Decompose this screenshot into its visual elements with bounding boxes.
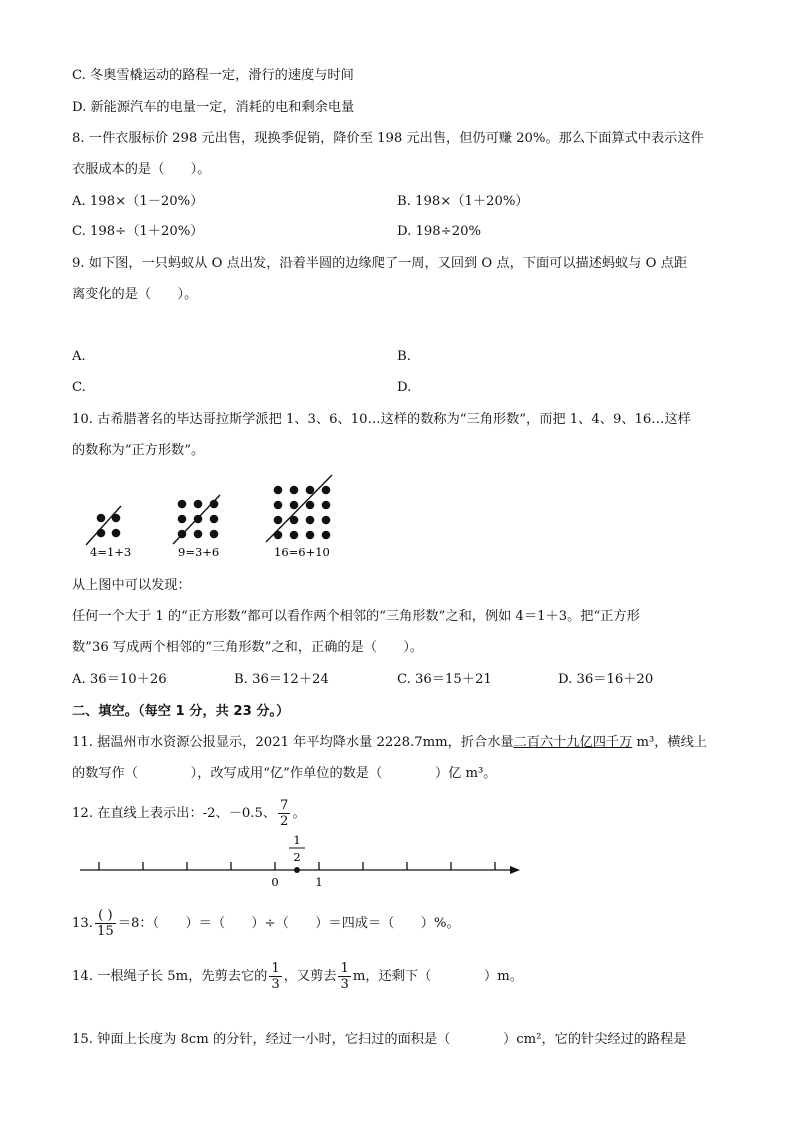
label-zero: 0 (271, 875, 279, 889)
half-fraction-denominator: 2 (293, 850, 301, 864)
option-d-previous: D. 新能源汽车的电量一定，消耗的电和剩余电量 (72, 100, 355, 115)
q10-text-line1: 10. 古希腊著名的毕达哥拉斯学派把 1、3、6、10…这样的数称为“三角形数”，而把 1、4、9、16…这样 (72, 412, 691, 427)
q14-fraction-2: $\frac{1}{3}$ (340, 961, 349, 992)
q14-text-pre: 14. 一根绳子长 5m，先剪去它的 (72, 969, 268, 984)
half-fraction-numerator: 1 (293, 833, 301, 847)
figure-label-2: 9=3+6 (178, 545, 220, 559)
figure-label-1: 4=1+3 (90, 545, 132, 559)
q9-option-c[interactable]: C. (72, 380, 86, 395)
q12-fraction: $\frac{7}{2}$ (280, 798, 289, 829)
square-numbers-figure (70, 470, 350, 565)
q14-text-mid: ，又剪去 (283, 969, 337, 984)
square-figure-16 (266, 475, 332, 542)
q14-text-post: m，还剩下（ ）m。 (352, 969, 523, 984)
q13-text-post: ＝8：（ ）＝（ ）÷（ ）＝四成＝（ ）%。 (117, 916, 460, 931)
option-c-previous: C. 冬奥雪橇运动的路程一定，滑行的速度与时间 (72, 68, 354, 83)
q8-option-b[interactable]: B. 198×（1＋20%） (397, 194, 529, 209)
q12-text-pre: 12. 在直线上表示出：-2、－0.5、 (72, 806, 277, 821)
q12-text-post: 。 (292, 806, 306, 821)
q10-option-c[interactable]: C. 36＝15＋21 (397, 672, 492, 687)
q8-option-a[interactable]: A. 198×（1－20%） (72, 194, 204, 209)
q8-option-c[interactable]: C. 198÷（1＋20%） (72, 224, 204, 239)
label-one: 1 (315, 875, 323, 889)
q10-text-line2: 的数称为“正方形数”。 (72, 443, 205, 458)
figure-label-3: 16=6+10 (274, 545, 330, 559)
number-line (70, 830, 530, 890)
square-figure-9 (173, 495, 220, 544)
q10-text-line3: 从上图中可以发现： (72, 578, 191, 593)
q8-text-line2: 衣服成本的是（ ）。 (72, 162, 211, 177)
q9-text-line1: 9. 如下图，一只蚂蚁从 O 点出发，沿着半圆的边缘爬了一周，又回到 O 点，下面可以描述蚂蚁与 O 点距 (72, 256, 688, 271)
q9-option-d[interactable]: D. (397, 380, 412, 395)
q13-text (72, 904, 460, 944)
q12-text (72, 794, 306, 834)
q13-label: 13. (72, 916, 93, 931)
q9-text-line2: 离变化的是（ ）。 (72, 287, 198, 302)
q10-text-line4: 任何一个大于 1 的“正方形数”都可以看作两个相邻的“三角形数”之和，例如 4＝1＋3。把“正方形 (72, 609, 640, 624)
square-figure-4 (86, 506, 121, 545)
q9-option-a[interactable]: A. (72, 349, 86, 364)
q11-underlined-number: 二百六十九亿四千万 (513, 735, 633, 750)
q10-option-b[interactable]: B. 36＝12＋24 (234, 672, 329, 687)
q10-option-d[interactable]: D. 36＝16＋20 (558, 672, 654, 687)
q11-text-pre: 11. 据温州市水资源公报显示，2021 年平均降水量 2228.7mm，折合水量 (72, 735, 514, 750)
section-2-heading: 二、填空。（每空 1 分，共 23 分。） (72, 704, 290, 719)
q14-fraction-1: $\frac{1}{3}$ (271, 961, 280, 992)
q11-text-line1 (72, 733, 707, 753)
q14-text (72, 957, 523, 997)
q10-text-line5: 数”36 写成两个相邻的“三角形数”之和，正确的是（ ）。 (72, 640, 424, 655)
q8-text-line1: 8. 一件衣服标价 298 元出售，现换季促销，降价至 198 元出售，但仍可赚 20%。那么下面算式中表示这件 (72, 131, 704, 146)
q8-option-d[interactable]: D. 198÷20% (397, 224, 482, 239)
q13-fraction[interactable]: $\frac{( )}{15}$ (96, 908, 114, 939)
q11-text-post: m³，横线上 (632, 735, 707, 750)
q10-option-a[interactable]: A. 36＝10＋26 (72, 672, 167, 687)
q15-text-line1: 15. 钟面上长度为 8cm 的分针，经过一小时，它扫过的面积是（ ）cm²，它的针尖经过的路程是 (72, 1032, 687, 1047)
q9-option-b[interactable]: B. (397, 349, 411, 364)
half-point-marker (294, 867, 300, 873)
q11-text-line2: 的数写作（ ），改写成用“亿”作单位的数是（ ）亿 m³。 (72, 766, 497, 781)
